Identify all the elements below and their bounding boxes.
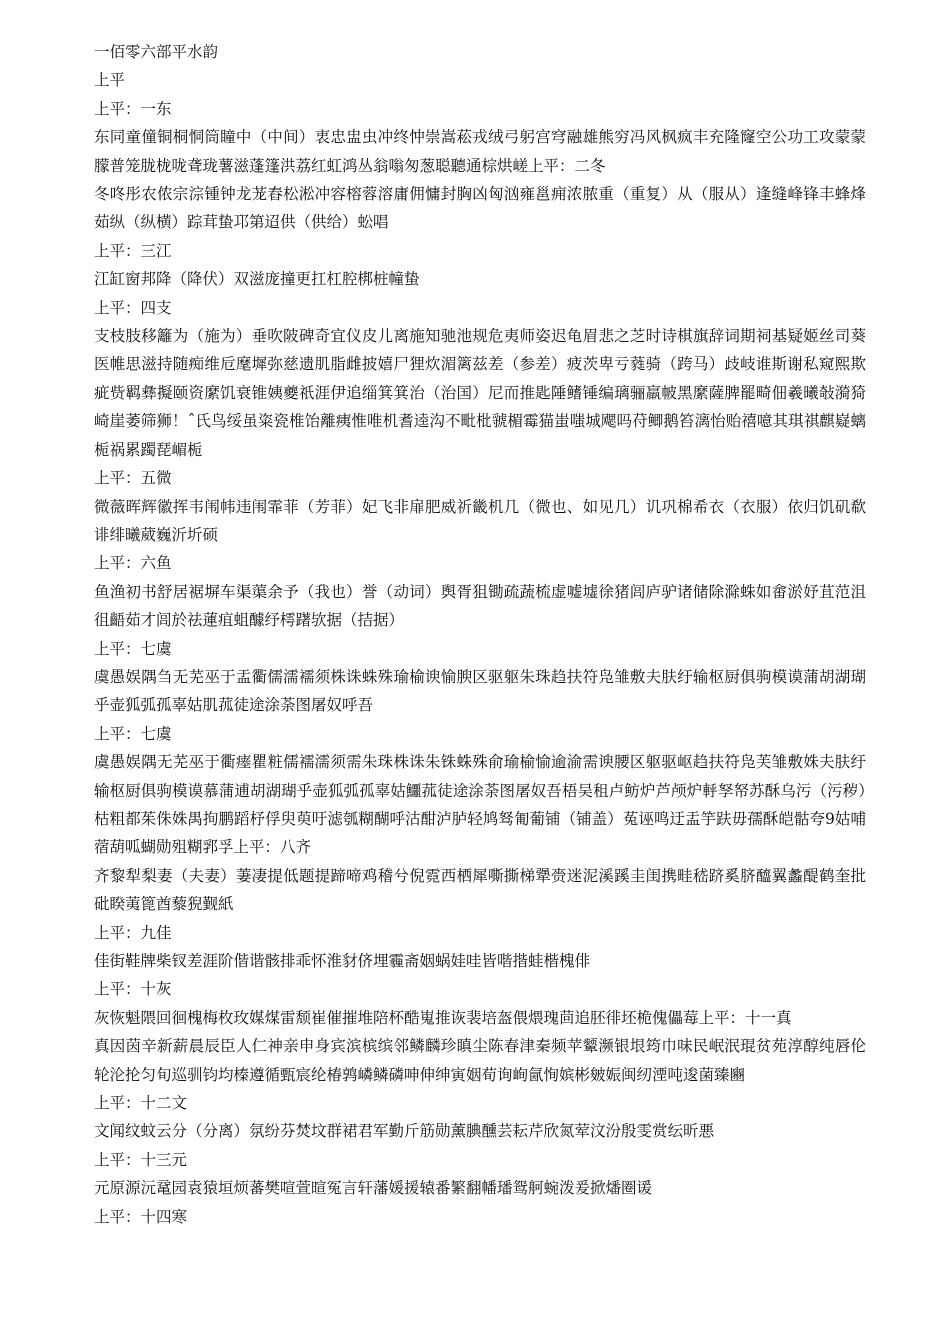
document-title: 一佰零六部平水韵 — [94, 43, 219, 61]
rhyme-characters: 支枝肢移籬为（施为）垂吹陂碑奇宜仪皮儿离施知驰池规危夷师姿迟龟眉悲之芝时诗棋旗辞词期祠基疑姬丝司葵医帷思滋持随痴维卮麾墀弥慈遗肌脂雌披嬉尸狸炊湄篱兹差（参差）疲茨卑亏蕤骑（跨马）歧岐谁斯谢私窥熙欺疵赀羁彝擬颐资縻饥衰锥姨夔祇涯伊追缁箕箕治（治国）尼而推匙陲鳍锤编璃骊羸帔黑縻薩脾罷畸佃羲曦敧漪猗崎崖萎筛狮！ˆ氏鸟绥虽粢瓷椎饴離痍惟唯机耆逵沟不毗枇虢楣霉猫蚩嗤城飔吗苻鲫鹅笞漓怡贻禧噫其琪祺麒嶷螭栀祸累躅琵嵋栀 — [94, 327, 866, 459]
rhyme-heading: 上平：十三元 — [94, 1150, 188, 1169]
rhyme-characters: 虞愚娱隅无芜巫于衢瘗瞿粧儒襦濡须需朱珠株诛朱铢蛛殊俞瑜榆愉逾渝需谀腰区躯驱岖趋扶符凫芙雏敷姝夫肤纡输枢厨俱驹模谟慕蒲逋胡湖瑚乎壶狐弧孤辜姑鱷菰徒途涂荼图屠奴吾梧吴租卢鲂炉芦颅炉軤孥帑苏酥乌污（污秽）枯粗都茱侏姝禺拘鹏蹈杼俘臾萸吁滤瓠糊醐呼沽酣泸胪轻鸠驽匍葡铺（铺盖）菟诬鸣迂盂竽趺毋孺酥皑骷夸9姑哺蓿葫呱蝴勋殂糊郛孚上平：八齐 — [94, 753, 866, 857]
rhyme-characters: 元原源沅鼋园袁猿垣烦蕃樊喧萱暄冤言轩藩媛援辕番繁翻幡璠鸳舸蜿泼爰掀燔圈谖 — [94, 1179, 653, 1198]
rhyme-characters: 灰恢魁隈回徊槐梅枚玫媒煤雷颓崔催摧堆陪杯酷嵬推诙裴培盔偎煨瑰茴追胚徘坯桅傀儡莓上平：十一真 — [94, 1008, 792, 1027]
rhyme-characters: 冬咚彤农侬宗淙锺钟龙茏舂松淞冲容榕蓉溶庸佣慵封胸凶匈汹雍邕痈浓脓重（重复）从（服从）逢缝峰锋丰蜂烽茹纵（纵横）踪茸蛰邛第迢供（供给）蚣唱 — [94, 185, 866, 232]
rhyme-heading: 上平：六鱼 — [94, 554, 172, 573]
rhyme-heading: 上平：五微 — [94, 469, 172, 488]
section-heading: 上平 — [94, 71, 126, 90]
rhyme-characters: 东同童僮铜桐恫筒瞳中（中间）衷忠盅虫冲终忡崇嵩菘戎绒弓躬宫穹融雄熊穷冯风枫疯丰充隆窿空公功工攻蒙蒙朦普笼胧栊咙聋珑薯滋蓬篷洪荔红虹鸿丛翁嗡匆葱聪聽通棕烘嵯上平：二冬 — [94, 128, 866, 175]
rhyme-heading: 上平：十二文 — [94, 1094, 188, 1113]
rhyme-characters: 齐黎犁梨妻（夫妻）萋凄提低题提蹄啼鸡稽兮倪霓西栖犀嘶撕梯犟赍迷泥溪蹊圭闺携畦嵇跻奚脐醯翼蠡醍鹤奎批砒睽荑篦酋藜猊觐紙 — [94, 866, 866, 914]
rhyme-heading: 上平：四支 — [94, 298, 172, 317]
rhyme-characters: 鱼渔初书舒居裾塀车渠蕖余予（我也）誉（动词）舆胥狙锄疏蔬梳虚嘘墟徐猪闾庐驴诸储除滁蛛如畲淤妤苴范沮徂齬茹才闾於祛蓮疽蛆醵纾樗躇欤据（拮据） — [94, 582, 866, 630]
rhyme-characters: 文闻纹蚊云分（分离）氛纷芬焚坟群裙君军勤斤筋勋薰腆醺芸耘芹欣氮荤汶汾殷雯赏纭昕悪 — [94, 1122, 715, 1141]
rhyme-heading: 上平：三江 — [94, 241, 172, 260]
rhyme-heading: 上平：七虞 — [94, 724, 172, 743]
rhyme-characters: 江缸窗邦降（降伏）双滋庞撞更扛杠腔梆桩幢蛰 — [94, 270, 420, 289]
rhyme-heading: 上平：十四寒 — [94, 1207, 188, 1226]
rhyme-characters: 微薇晖辉徽挥韦闱帏违闱霏菲（芳菲）妃飞非扉肥威祈畿机几（微也、如见几）讥巩棉希衣（衣服）依归饥矶欷诽绯曦葳巍沂圻硕 — [94, 497, 866, 544]
rhyme-characters: 真因茵辛新薪晨辰臣人仁神亲申身宾滨槟缤邻鳞麟珍瞋尘陈春津秦频苹颦濒银垠筠巾味民岷泯琨贫苑淳醇纯唇伦轮沦抡匀旬巡驯钧均榛遵循甄宸纶椿鹑嶙鳞磷呻伸绅寅姻荀询峋氤恂嫔彬皴娠闽纫湮吨逡菌臻豳 — [94, 1037, 866, 1084]
document-page — [94, 38, 866, 1231]
rhyme-characters: 虞愚娱隅刍无芜巫于盂衢儒濡襦须株诛蛛殊瑜榆谀愉腴区驱躯朱珠趋扶符凫雏敷夫肤纡输枢厨俱驹模谟蒲胡湖瑚乎壶狐弧孤辜姑肌菰徒途涂荼图屠奴呼吾 — [94, 667, 866, 715]
rhyme-heading: 上平：九佳 — [94, 923, 172, 942]
rhyme-heading: 上平：七虞 — [94, 639, 172, 658]
rhyme-heading: 上平：十灰 — [94, 980, 172, 999]
rhyme-characters: 佳街鞋牌柴钗差涯阶偕谐骸排乖怀淮豺侪埋霾斋姻蜗娃哇皆喈揩蛙楷槐俳 — [94, 952, 591, 970]
rhyme-heading: 上平：一东 — [94, 99, 172, 118]
